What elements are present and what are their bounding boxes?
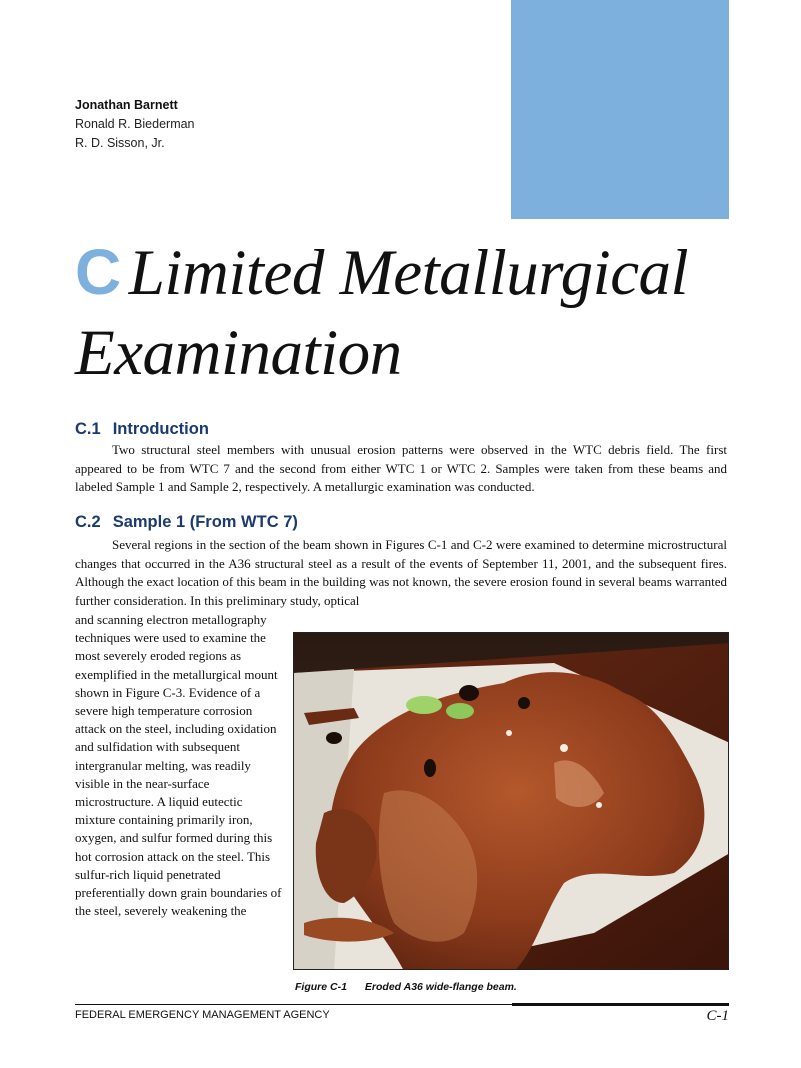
section-number: C.1 [75, 420, 101, 438]
paragraph-text: Two structural steel members with unusual erosion patterns were observed in the WTC debris field. The first appeared to be from WTC 7 and the second from either WTC 1 or WTC 2. Samples were taken from these beams and labeled Sample 1 and Sample 2, respectively. A metallurgic examination was conducted. [75, 442, 727, 494]
section-paragraph-c1 [75, 441, 727, 497]
section-paragraph-c2-continued: and scanning electron metallography techniques were used to examine the most severely eroded regions as exemplified in the metallurgical mount shown in Figure C-3. Evidence of a severe high temperature corrosion attack on the steel, including oxidation and sulfidation with subsequent intergranular melting, was readily visible in the near-surface microstructure. A liquid eutectic mixture containing primarily iron, oxygen, and sulfur formed during this hot corrosion attack on the steel. This sulfur-rich liquid penetrated preferentially down grain boundaries of the steel, severely weakening the [75, 612, 282, 919]
section-number: C.2 [75, 513, 101, 531]
chapter-title [75, 232, 755, 393]
section-paragraph-c2 [75, 536, 727, 610]
figure-caption-text: Eroded A36 wide-flange beam. [364, 981, 517, 993]
footer-agency: FEDERAL EMERGENCY MANAGEMENT AGENCY [75, 1009, 330, 1021]
section-heading-c1 [75, 420, 209, 439]
decorative-blue-block [511, 0, 729, 219]
chapter-title-line2: Examination [75, 317, 402, 389]
eroded-beam-illustration [294, 633, 729, 970]
author-lead: Jonathan Barnett [75, 98, 178, 112]
figure-caption [295, 981, 517, 993]
section-heading-c2 [75, 513, 298, 532]
paragraph-text: Several regions in the section of the beam shown in Figures C-1 and C-2 were examined to determine microstructural changes that occurred in the A36 structural steel as a result of the events of September 11, 2001, and the subsequent fires. Although the exact location of this beam in the building was not known, the severe erosion found in several beams warranted further consideration. In this preliminary study, optical [75, 537, 727, 608]
figure-c1-photo [293, 632, 729, 970]
page-number: C-1 [706, 1008, 729, 1024]
figure-label: Figure C-1 [295, 981, 347, 993]
chapter-title-line1: Limited Metallurgical [128, 237, 689, 309]
chapter-letter: C [75, 236, 121, 308]
author: Ronald R. Biederman [75, 117, 195, 131]
section-title: Sample 1 (From WTC 7) [112, 513, 298, 531]
footer-rule-accent [512, 1003, 729, 1006]
author: R. D. Sisson, Jr. [75, 136, 165, 150]
author-list [75, 96, 195, 153]
section-title: Introduction [112, 420, 209, 438]
